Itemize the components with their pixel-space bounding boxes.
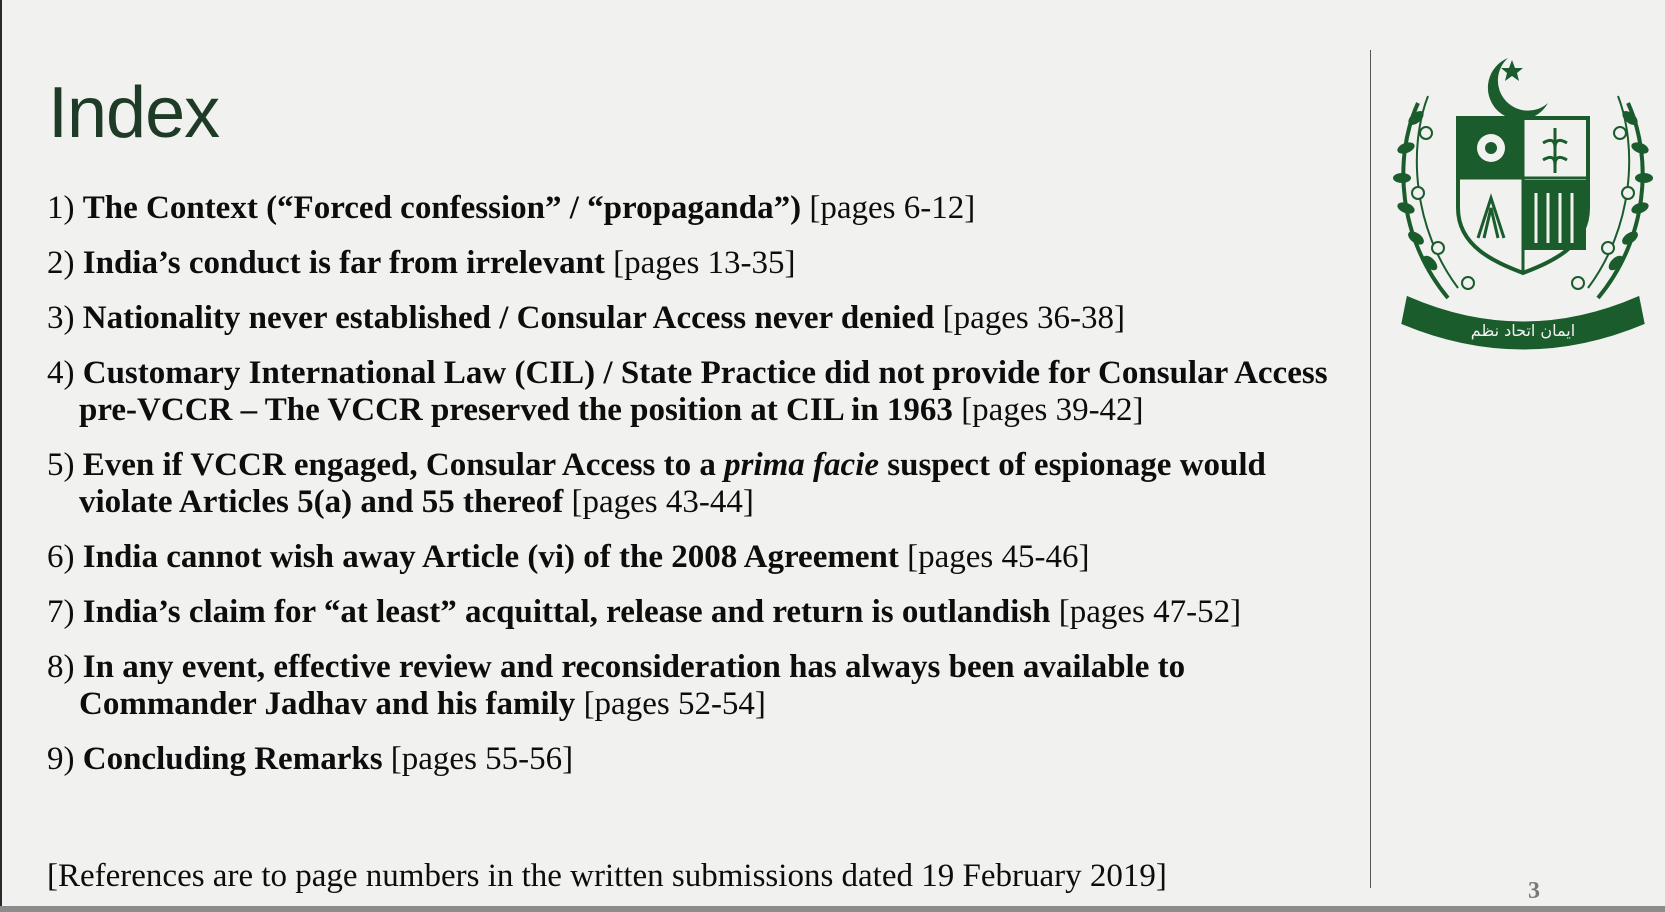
item-title: Concluding Remarks: [82, 741, 383, 777]
index-item-9: [47, 741, 1337, 778]
item-pages: [pages 47-52]: [1058, 594, 1242, 630]
item-title: Customary International Law (CIL) / State Practice did not provide for Consular Access pre-VCCR – The VCCR preserved the position at CIL in 1963: [79, 355, 1328, 428]
index-list: [47, 190, 1337, 796]
item-number: 2): [47, 245, 75, 281]
item-pages: [pages 55-56]: [390, 741, 574, 777]
item-number: 7): [47, 594, 75, 630]
item-pages: [pages 6-12]: [809, 190, 976, 226]
page-number: 3: [1528, 878, 1540, 904]
item-pages: [pages 43-44]: [571, 484, 754, 520]
item-pages: [pages 52-54]: [583, 686, 766, 722]
emblem-motto: ایمان اتحاد نظم: [1470, 321, 1576, 340]
item-number: 9): [47, 741, 75, 777]
item-number: 6): [47, 539, 75, 575]
index-item-7: [47, 594, 1337, 631]
slide-left-border: [0, 0, 2, 912]
item-title: India’s claim for “at least” acquittal, release and return is outlandish: [82, 594, 1051, 630]
index-item-6: [47, 539, 1337, 576]
index-item-2: [47, 245, 1337, 282]
item-number: 5): [47, 447, 75, 483]
slide-bottom-border: [0, 906, 1665, 912]
slide-title: Index: [48, 73, 220, 153]
item-title: In any event, effective review and reconsideration has always been available to Commander Jadhav and his family: [79, 649, 1186, 722]
references-footnote: [References are to page numbers in the written submissions dated 19 February 2019]: [47, 858, 1167, 894]
vertical-divider: [1370, 50, 1371, 888]
item-title: The Context (“Forced confession” / “propaganda”): [82, 190, 802, 226]
item-number: 8): [47, 649, 75, 685]
item-pages: [pages 45-46]: [907, 539, 1090, 575]
item-pages: [pages 39-42]: [961, 392, 1144, 428]
index-item-4: [47, 355, 1337, 429]
pakistan-state-emblem-icon: [1388, 48, 1658, 358]
item-title-italic: prima facie: [724, 447, 880, 483]
item-number: 4): [47, 355, 75, 391]
item-title-part: Even if VCCR engaged, Consular Access to a: [82, 447, 716, 483]
item-number: 3): [47, 300, 75, 336]
item-title: India cannot wish away Article (vi) of the 2008 Agreement: [82, 539, 899, 575]
item-title-part: suspect of espionage would violate Articles 5(a) and 55 thereof: [79, 447, 1266, 520]
item-pages: [pages 13-35]: [613, 245, 796, 281]
index-item-5: [47, 447, 1337, 521]
item-title: Nationality never established / Consular Access never denied: [82, 300, 935, 336]
index-item-1: [47, 190, 1337, 227]
index-item-8: [47, 649, 1337, 723]
index-item-3: [47, 300, 1337, 337]
item-number: 1): [47, 190, 75, 226]
item-pages: [pages 36-38]: [942, 300, 1125, 336]
item-title: India’s conduct is far from irrelevant: [82, 245, 605, 281]
